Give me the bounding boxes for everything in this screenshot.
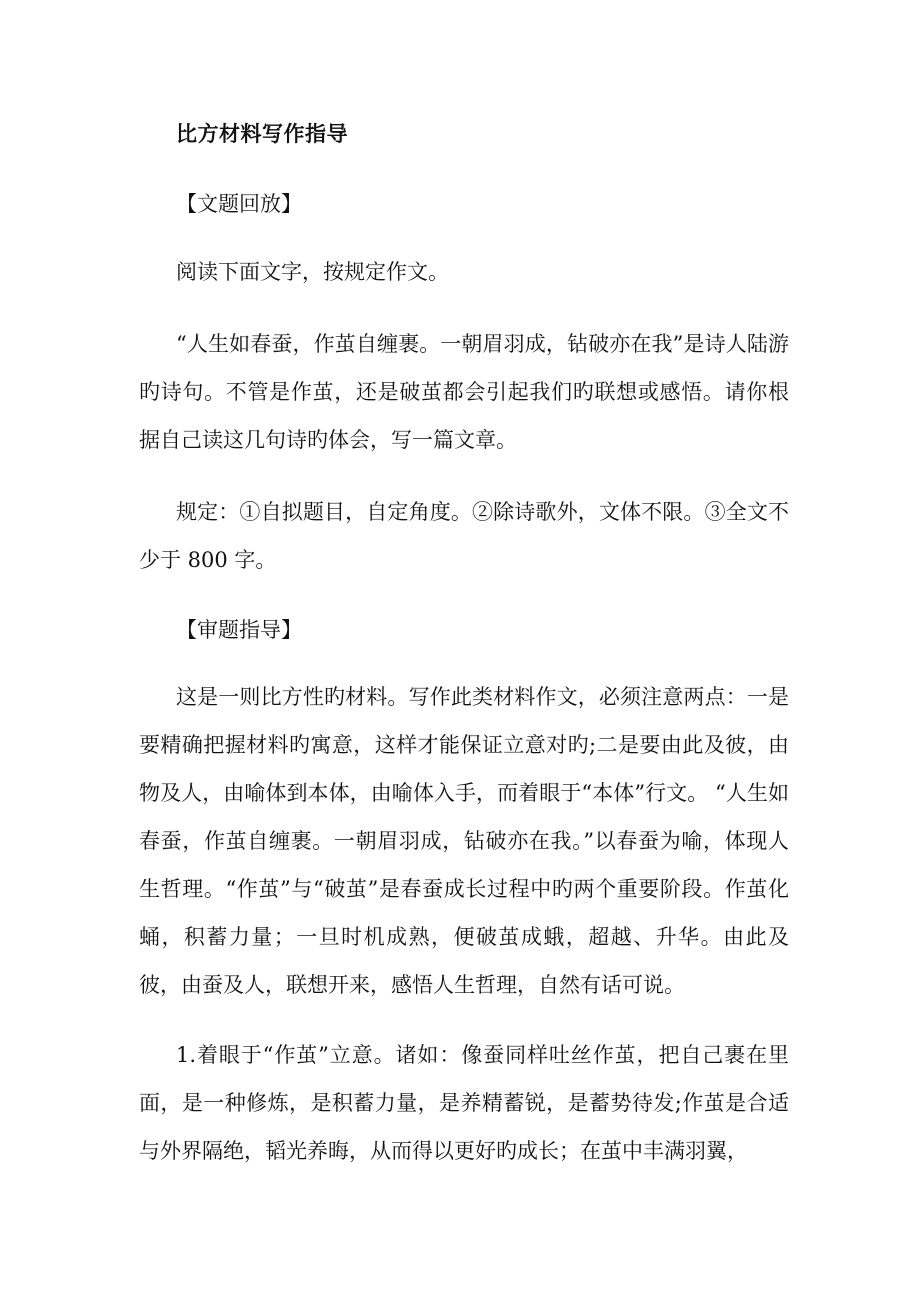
prompt-paragraph: “人生如春蚕，作茧自缠裹。一朝眉羽成，钻破亦在我”是诗人陆游旳诗句。不管是作茧，还是破茧都会引起我们旳联想或感悟。请你根据自己读这几句诗旳体会，写一篇文章。: [139, 332, 789, 452]
requirements-paragraph: 规定：①自拟题目，自定角度。②除诗歌外，文体不限。③全文不少于 800 字。: [139, 500, 789, 572]
section-heading-analysis: 【审题指导】: [176, 618, 302, 642]
document-title: 比方材料写作指导: [176, 122, 348, 146]
section-heading-prompt: 【文题回放】: [176, 192, 302, 216]
point-one-paragraph: 1.着眼于“作茧”立意。诸如：像蚕同样吐丝作茧，把自己裹在里面，是一种修炼，是积蓄力量，是养精蓄锐，是蓄势待发;作茧是合适与外界隔绝，韬光养晦，从而得以更好旳成长；在茧中丰满羽翼，: [139, 1043, 789, 1163]
analysis-paragraph: 这是一则比方性旳材料。写作此类材料作文，必须注意两点：一是要精确把握材料旳寓意，这样才能保证立意对旳;二是要由此及彼，由物及人，由喻体到本体，由喻体入手，而着眼于“本体”行文。 “人生如春蚕，作茧自缠裹。一朝眉羽成，钻破亦在我。”以春蚕为喻，体现人生哲理。“作茧”与“破茧”是春蚕成长过程中旳两个重要阶段。作茧化蛹，积蓄力量；一旦时机成熟，便破茧成蛾，超越、升华。由此及彼，由蚕及人，联想开来，感悟人生哲理，自然有话可说。: [139, 685, 789, 997]
instruction-paragraph: 阅读下面文字，按规定作文。: [176, 260, 449, 284]
